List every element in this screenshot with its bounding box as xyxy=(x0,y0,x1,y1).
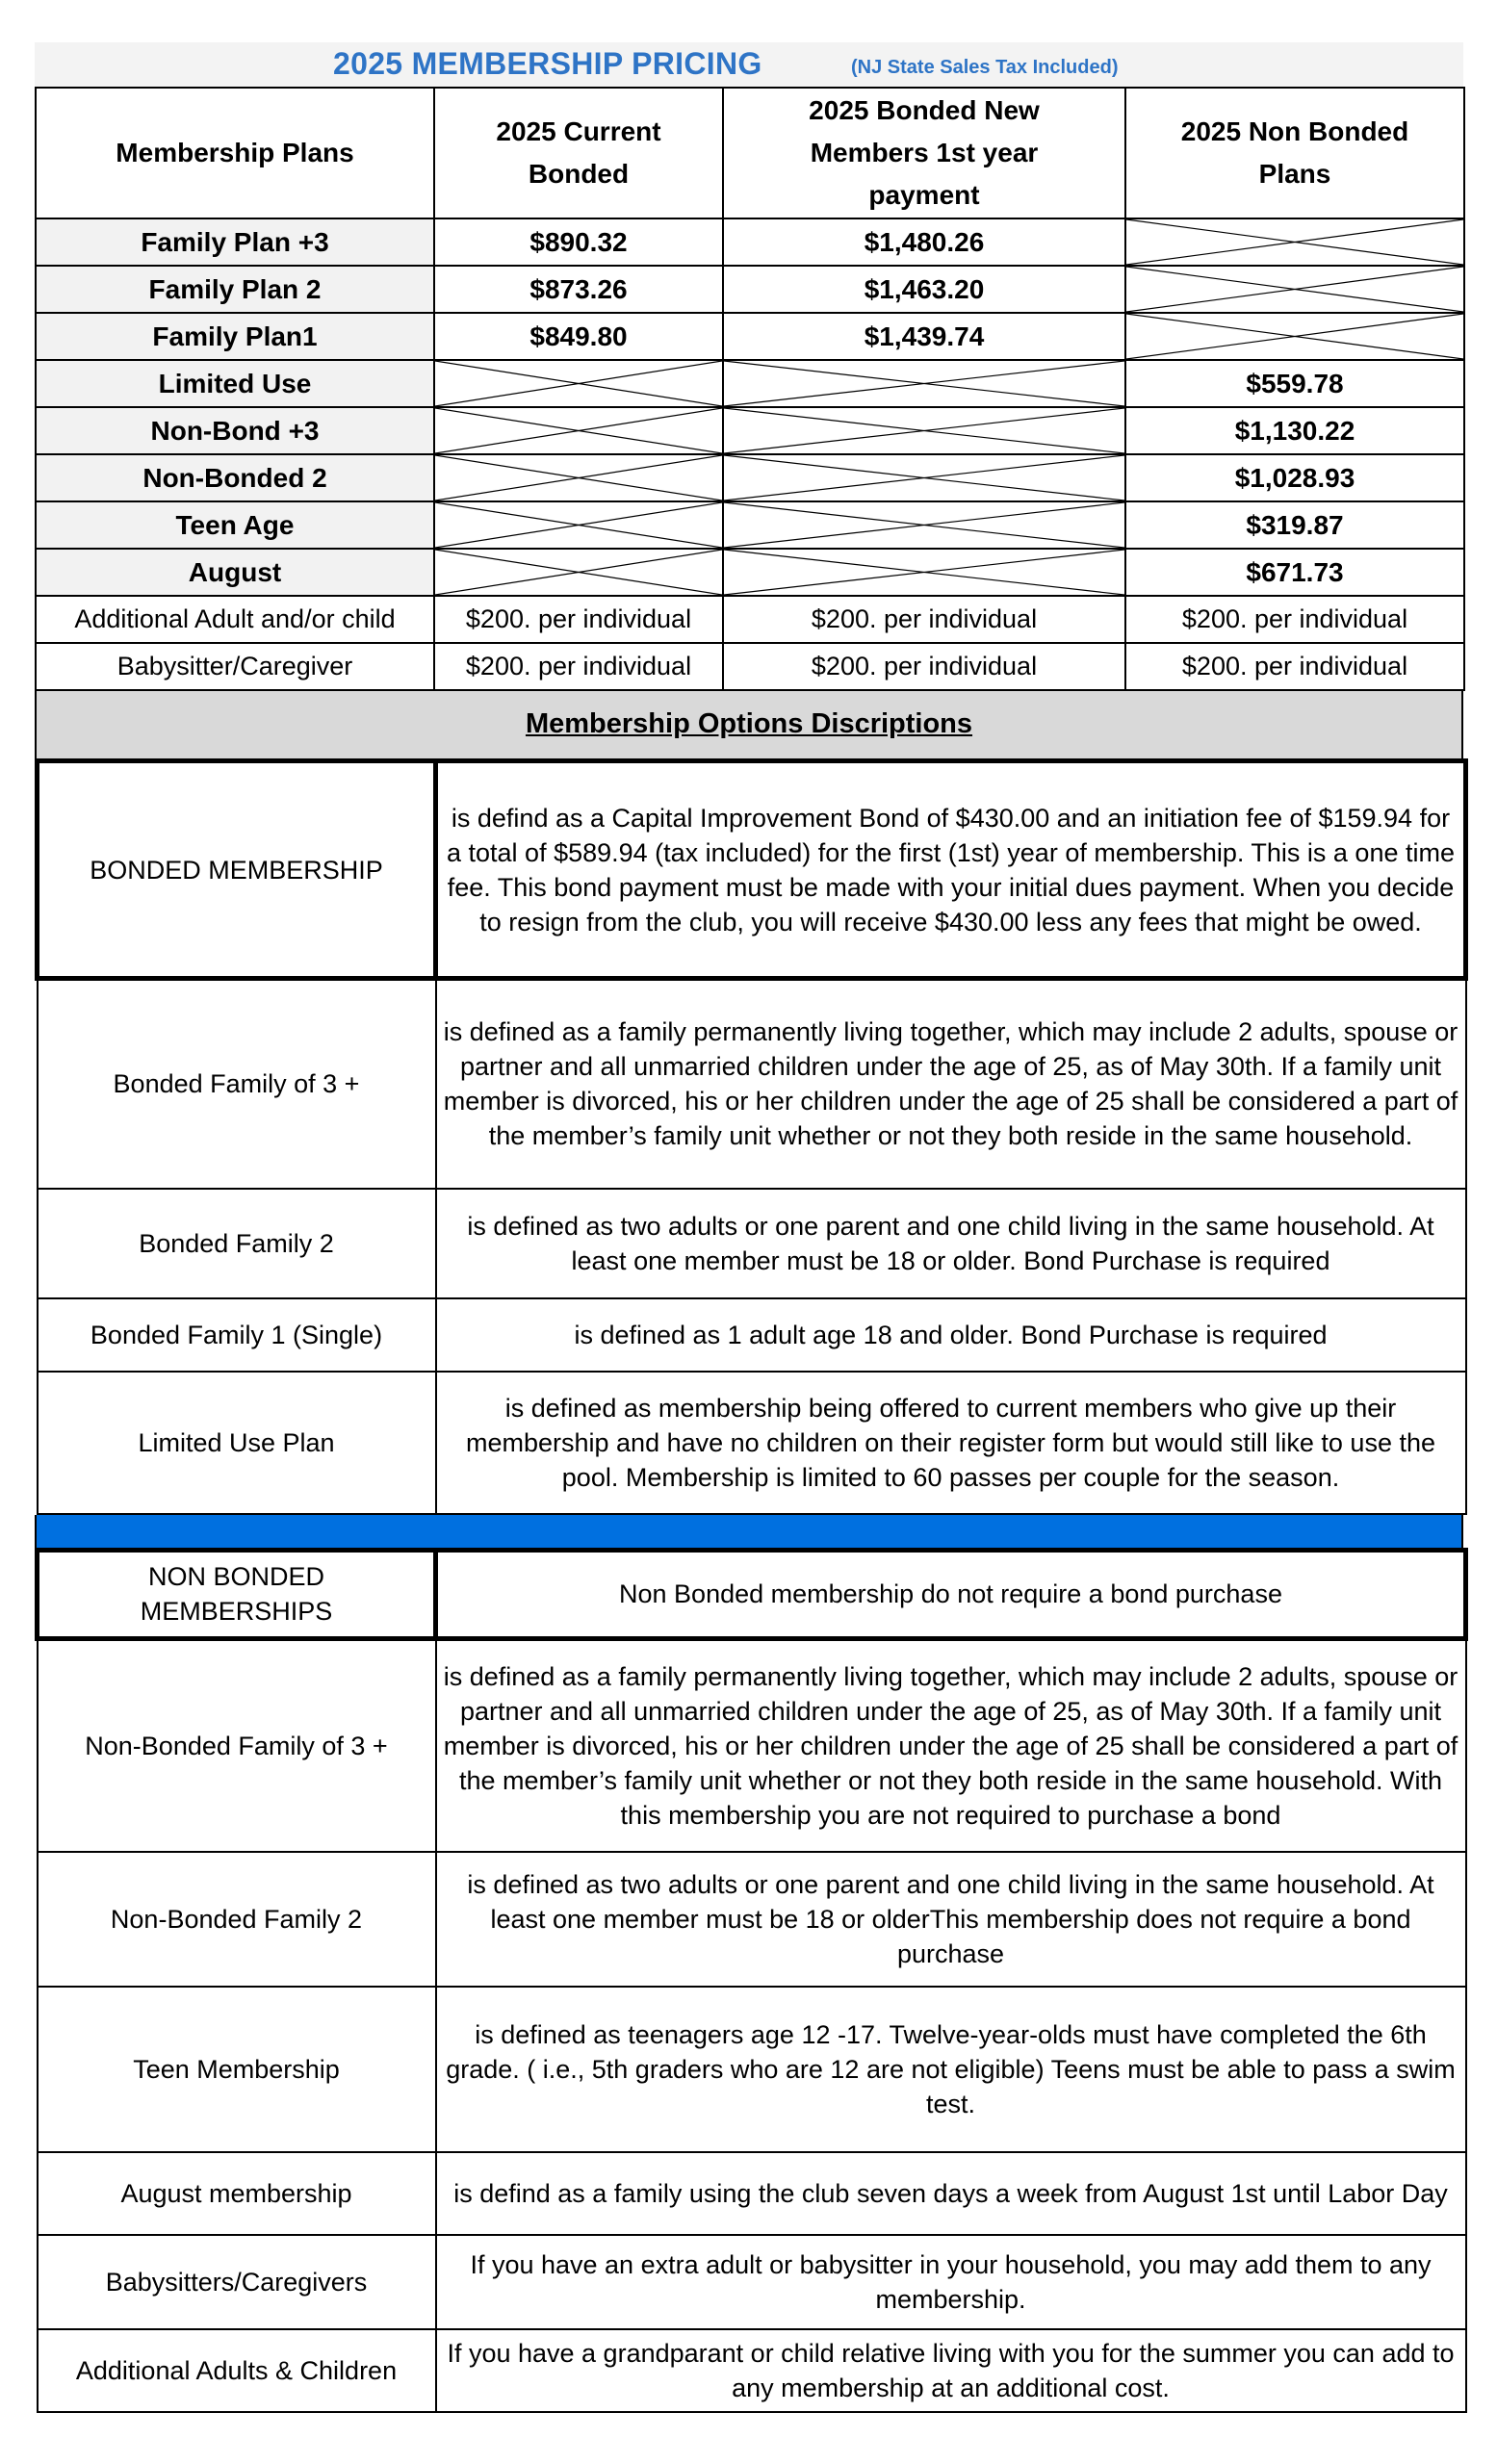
plan-name: Family Plan +3 xyxy=(36,218,434,266)
price-new: $1,480.26 xyxy=(723,218,1125,266)
price-current: $890.32 xyxy=(434,218,723,266)
price-current: $873.26 xyxy=(434,266,723,313)
price-new: $200. per individual xyxy=(723,596,1125,643)
price-nonbonded: $200. per individual xyxy=(1125,643,1464,690)
desc-name: Limited Use Plan xyxy=(38,1372,436,1514)
not-applicable-cell xyxy=(434,360,723,407)
desc-name: Non-Bonded Family 2 xyxy=(38,1852,436,1987)
not-applicable-cell xyxy=(1125,266,1464,313)
desc-text: is defined as two adults or one parent and one child living in the same household. At least one member must be 18 or olderThis membership does not require a bond purchase xyxy=(436,1852,1466,1987)
price-new: $1,439.74 xyxy=(723,313,1125,360)
pricing-table xyxy=(35,87,1465,691)
header-current-bonded-text: 2025 Current Bonded xyxy=(496,116,661,189)
desc-text: is defind as a Capital Improvement Bond of $430.00 and an initiation fee of $159.94 for a total of $589.94 (tax included) for the first (1st) year of membership. This is a one time fee. This bond payment must be made with your initial dues payment. When you decide to resign from the club, you will receive $430.00 less any fees that might be owed. xyxy=(436,761,1466,979)
not-applicable-cell xyxy=(434,549,723,596)
extra-price-row xyxy=(36,643,1464,690)
desc-row xyxy=(38,1987,1466,2152)
not-applicable-cell xyxy=(723,501,1125,549)
desc-name: August membership xyxy=(38,2152,436,2235)
desc-text: is defined as 1 adult age 18 and older. Bond Purchase is required xyxy=(436,1298,1466,1372)
header-non-bonded xyxy=(1125,88,1464,218)
desc-name: Teen Membership xyxy=(38,1987,436,2152)
nonbonded-table xyxy=(35,1548,1468,2414)
desc-row xyxy=(38,979,1466,1189)
price-current: $849.80 xyxy=(434,313,723,360)
header-bonded-new xyxy=(723,88,1125,218)
desc-text: is defined as two adults or one parent and one child living in the same household. At least one member must be 18 or older. Bond Purchase is required xyxy=(436,1189,1466,1298)
price-row xyxy=(36,218,1464,266)
price-row xyxy=(36,501,1464,549)
price-nonbonded: $200. per individual xyxy=(1125,596,1464,643)
desc-text: If you have an extra adult or babysitter in your household, you may add them to any membership. xyxy=(436,2235,1466,2329)
price-nonbonded: $1,028.93 xyxy=(1125,454,1464,501)
desc-name: Babysitters/Caregivers xyxy=(38,2235,436,2329)
price-current: $200. per individual xyxy=(434,643,723,690)
desc-row xyxy=(38,1298,1466,1372)
plan-name: Limited Use xyxy=(36,360,434,407)
price-row xyxy=(36,266,1464,313)
desc-name: Bonded Family 1 (Single) xyxy=(38,1298,436,1372)
nonbonded-header-name xyxy=(38,1550,436,1638)
desc-name: Additional Adults & Children xyxy=(38,2329,436,2412)
nonbonded-header-name-text: NON BONDED MEMBERSHIPS xyxy=(140,1562,333,1626)
plan-name: Additional Adult and/or child xyxy=(36,596,434,643)
desc-text: is defined as a family permanently living together, which may include 2 adults, spouse or partner and all unmarried children under the age of 25, as of May 30th. If a family unit member is divorced, his or her children under the age of 25 shall be considered a part of the member’s family unit whether or not they both reside in the same household. With this membership you are not required to purchase a bond xyxy=(436,1638,1466,1852)
plan-name: Non-Bonded 2 xyxy=(36,454,434,501)
plan-name: Family Plan1 xyxy=(36,313,434,360)
not-applicable-cell xyxy=(723,549,1125,596)
price-new: $200. per individual xyxy=(723,643,1125,690)
page-title: 2025 MEMBERSHIP PRICING xyxy=(333,46,762,81)
desc-row xyxy=(38,2235,1466,2329)
desc-row xyxy=(38,2329,1466,2412)
desc-name: BONDED MEMBERSHIP xyxy=(38,761,436,979)
extra-rows xyxy=(36,596,1464,690)
desc-text: If you have a grandparant or child relative living with you for the summer you can add to any membership at an additional cost. xyxy=(436,2329,1466,2412)
desc-row xyxy=(38,1372,1466,1514)
price-nonbonded: $319.87 xyxy=(1125,501,1464,549)
desc-row xyxy=(38,761,1466,979)
nonbonded-header-row xyxy=(38,1550,1466,1638)
header-non-bonded-text: 2025 Non Bonded Plans xyxy=(1180,116,1409,189)
desc-row xyxy=(38,1638,1466,1852)
descriptions-table xyxy=(35,758,1468,1515)
price-row xyxy=(36,454,1464,501)
desc-row xyxy=(38,2152,1466,2235)
price-current: $200. per individual xyxy=(434,596,723,643)
price-nonbonded: $1,130.22 xyxy=(1125,407,1464,454)
desc-text: is defined as teenagers age 12 -17. Twelve-year-olds must have completed the 6th grade. ( i.e., 5th graders who are 12 are not eligible) Teens must be able to pass a swim test. xyxy=(436,1987,1466,2152)
plan-name: Babysitter/Caregiver xyxy=(36,643,434,690)
not-applicable-cell xyxy=(434,501,723,549)
price-nonbonded: $559.78 xyxy=(1125,360,1464,407)
desc-text: is defind as a family using the club seven days a week from August 1st until Labor Day xyxy=(436,2152,1466,2235)
plan-name: Teen Age xyxy=(36,501,434,549)
pricing-document xyxy=(35,42,1463,2413)
plan-name: Non-Bond +3 xyxy=(36,407,434,454)
header-membership-plans: Membership Plans xyxy=(36,88,434,218)
plan-name: Family Plan 2 xyxy=(36,266,434,313)
price-rows xyxy=(36,218,1464,596)
not-applicable-cell xyxy=(723,407,1125,454)
price-nonbonded: $671.73 xyxy=(1125,549,1464,596)
options-heading: Membership Options Discriptions xyxy=(35,691,1463,758)
price-row xyxy=(36,360,1464,407)
desc-name: Bonded Family of 3 + xyxy=(38,979,436,1189)
plan-name: August xyxy=(36,549,434,596)
price-row xyxy=(36,549,1464,596)
pricing-header-row xyxy=(36,88,1464,218)
not-applicable-cell xyxy=(434,407,723,454)
not-applicable-cell xyxy=(723,454,1125,501)
price-row xyxy=(36,407,1464,454)
nonbonded-header-text: Non Bonded membership do not require a bond purchase xyxy=(436,1550,1466,1638)
desc-row xyxy=(38,1189,1466,1298)
desc-text: is defined as membership being offered to current members who give up their membership and have no children on their register form but would still like to use the pool. Membership is limited to 60 passes per couple for the season. xyxy=(436,1372,1466,1514)
price-new: $1,463.20 xyxy=(723,266,1125,313)
not-applicable-cell xyxy=(1125,313,1464,360)
desc-row xyxy=(38,1852,1466,1987)
price-row xyxy=(36,313,1464,360)
tax-note: (NJ State Sales Tax Included) xyxy=(851,57,1119,78)
desc-text: is defined as a family permanently living together, which may include 2 adults, spouse or partner and all unmarried children under the age of 25, as of May 30th. If a family unit member is divorced, his or her children under the age of 25 shall be considered a part of the member’s family unit whether or not they both reside in the same household. xyxy=(436,979,1466,1189)
header-bonded-new-text: 2025 Bonded New Members 1st year payment xyxy=(809,95,1040,210)
desc-name: Bonded Family 2 xyxy=(38,1189,436,1298)
not-applicable-cell xyxy=(723,360,1125,407)
desc-name: Non-Bonded Family of 3 + xyxy=(38,1638,436,1852)
title-row xyxy=(35,42,1463,87)
header-current-bonded xyxy=(434,88,723,218)
section-divider-bar xyxy=(35,1515,1463,1548)
extra-price-row xyxy=(36,596,1464,643)
not-applicable-cell xyxy=(434,454,723,501)
not-applicable-cell xyxy=(1125,218,1464,266)
